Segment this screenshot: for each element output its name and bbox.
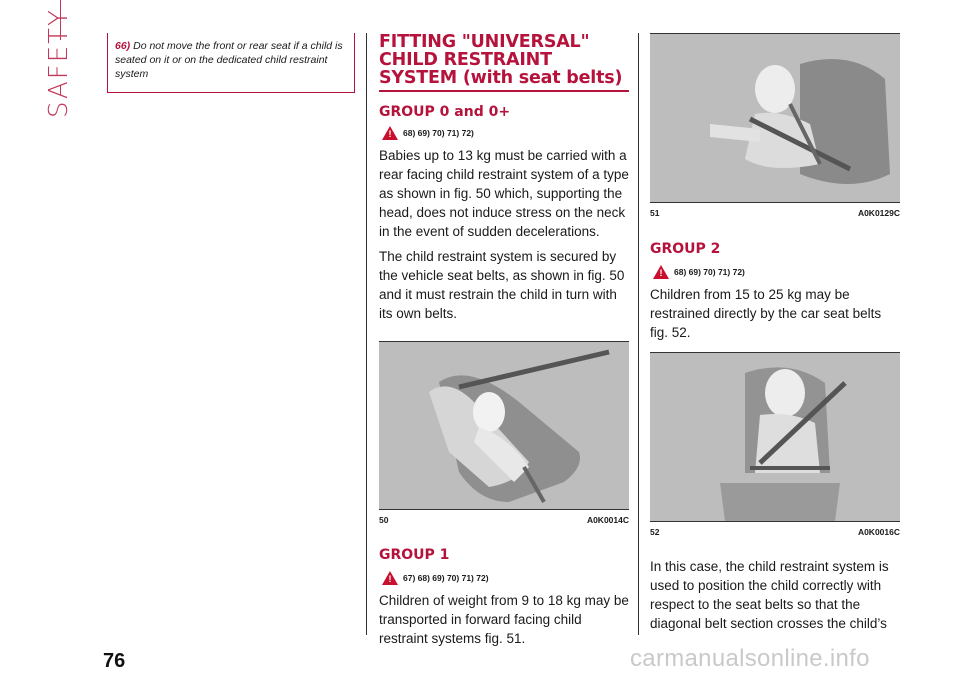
figure-51 — [650, 33, 900, 218]
group-0-paragraph-2: The child restraint system is secured by the vehicle seat belts, as shown in fig. 50 and it must restrain the child in turn with its own belts. — [379, 249, 625, 321]
figure-code: A0K0129C — [857, 208, 900, 218]
figure-number: 52 — [650, 527, 660, 537]
group-0-refs — [382, 126, 629, 140]
group-2-paragraph-1: Children from 15 to 25 kg may be restrained directly by the car seat belts fig. 52. — [650, 287, 882, 340]
watermark: carmanualsonline.info — [630, 645, 870, 672]
warning-icon — [382, 571, 398, 585]
note-text: Do not move the front or rear seat if a child is seated on it or on the dedicated child restraint system — [115, 40, 343, 80]
figure-code: A0K0016C — [857, 527, 900, 537]
figure-50 — [379, 341, 629, 525]
group-0-heading: GROUP 0 and 0+ — [379, 104, 511, 120]
infant-carrier-illustration — [379, 342, 629, 509]
column-divider — [638, 33, 639, 635]
figure-52 — [650, 352, 900, 537]
warning-icon — [382, 126, 398, 140]
group-1-paragraph-1: Children of weight from 9 to 18 kg may be transported in forward facing child restraint systems fig. 51. — [379, 593, 629, 646]
booster-seat-illustration — [650, 353, 900, 521]
continuation-paragraph: In this case, the child restraint system is used to position the child correctly with respect to the seat belts so that the diagonal belt section crosses the child’s — [650, 559, 889, 631]
page-title: FITTING "UNIVERSAL" CHILD RESTRAINT SYSTEM (with seat belts) — [379, 32, 623, 88]
group-2-heading: GROUP 2 — [650, 241, 721, 257]
warning-note — [107, 33, 355, 93]
column-divider — [366, 33, 367, 635]
group-0-paragraph-1: Babies up to 13 kg must be carried with a rear facing child restraint system of a type as shown in fig. 50 which, supporting the head, does not induce stress on the neck in the event of sudden decelerations. — [379, 148, 629, 239]
refs-text: 67) 68) 69) 70) 71) 72) — [403, 573, 489, 583]
column-1 — [379, 33, 629, 648]
column-2 — [650, 33, 900, 633]
section-label: SAFETY — [44, 8, 74, 118]
figure-number: 51 — [650, 208, 660, 218]
figure-code: A0K0014C — [586, 515, 629, 525]
note-number: 66) — [115, 40, 131, 52]
group-1-heading: GROUP 1 — [379, 547, 450, 563]
page-number: 76 — [103, 650, 126, 672]
title-rule — [379, 90, 629, 92]
refs-text: 68) 69) 70) 71) 72) — [403, 128, 474, 138]
group-1-refs — [382, 571, 629, 585]
figure-number: 50 — [379, 515, 389, 525]
group-2-refs — [653, 265, 900, 279]
refs-text: 68) 69) 70) 71) 72) — [674, 267, 745, 277]
warning-icon — [653, 265, 669, 279]
forward-facing-seat-illustration — [650, 34, 900, 202]
